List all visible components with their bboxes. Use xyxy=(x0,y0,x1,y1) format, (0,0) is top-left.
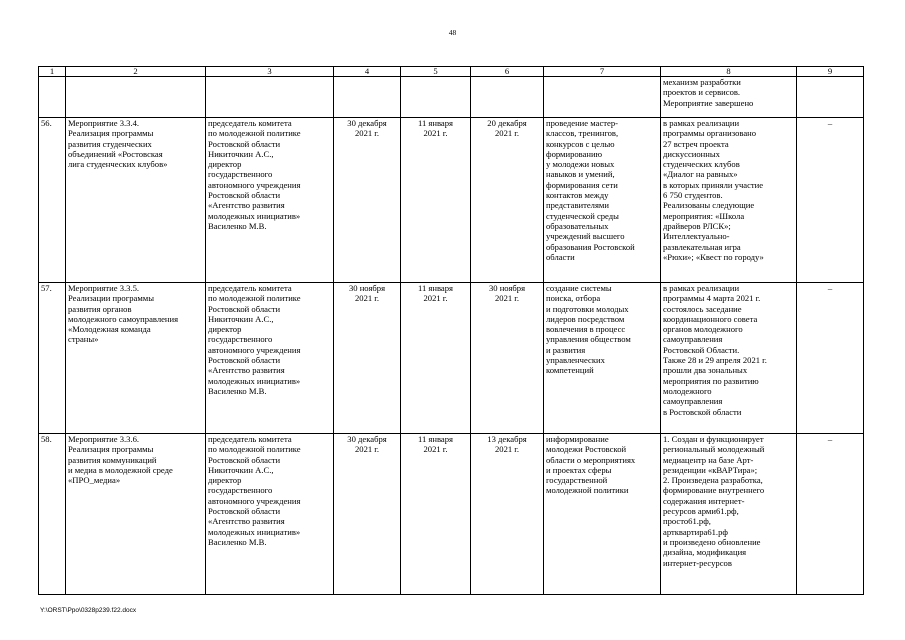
cell-expected-result: создание системы поиска, отбора и подготовки молодых лидеров посредством вовлечения в процесс управления обществом и развития управленческих компетенций xyxy=(544,283,661,434)
cell-empty xyxy=(66,77,206,118)
col-header-6: 6 xyxy=(471,67,544,77)
cell-actual-start: 11 января 2021 г. xyxy=(401,434,471,595)
cell-responsible: председатель комитета по молодежной политике Ростовской области Никиточкин А.С., директор государственного автономного учреждения Ростовской области «Агентство развития молодежных инициатив» Василенко М.В. xyxy=(206,118,334,283)
cell-empty xyxy=(206,77,334,118)
cell-actual-result: в рамках реализации программы 4 марта 2021 г. состоялось заседание координационного совета органов молодежного самоуправления Ростовской Области. Также 28 и 29 апреля 2021 г. прошли два зональных мероприятия по развитию молодежного самоуправления в Ростовской области xyxy=(661,283,797,434)
cell-note: – xyxy=(797,118,864,283)
cell-empty xyxy=(39,77,66,118)
cell-expected-result: информирование молодежи Ростовской области о мероприятиях и проектах сферы государственной молодежной политики xyxy=(544,434,661,595)
cell-event: Мероприятие 3.3.5. Реализации программы развития органов молодежного самоуправления «Молодежная команда страны» xyxy=(66,283,206,434)
cell-row-number: 58. xyxy=(39,434,66,595)
cell-planned-end: 30 ноября 2021 г. xyxy=(334,283,401,434)
cell-actual-end: 30 ноября 2021 г. xyxy=(471,283,544,434)
cell-empty xyxy=(797,77,864,118)
cell-event: Мероприятие 3.3.6. Реализация программы развития коммуникаций и медиа в молодежной среде «ПРО_медиа» xyxy=(66,434,206,595)
cell-responsible: председатель комитета по молодежной политике Ростовской области Никиточкин А.С., директор государственного автономного учреждения Ростовской области «Агентство развития молодежных инициатив» Василенко М.В. xyxy=(206,434,334,595)
col-header-5: 5 xyxy=(401,67,471,77)
report-table xyxy=(38,66,864,595)
cell-actual-result: механизм разработки проектов и сервисов. Мероприятие завершено xyxy=(661,77,797,118)
cell-actual-start: 11 января 2021 г. xyxy=(401,118,471,283)
cell-planned-end: 30 декабря 2021 г. xyxy=(334,434,401,595)
table-row xyxy=(39,118,864,283)
col-header-7: 7 xyxy=(544,67,661,77)
header-row xyxy=(39,67,864,77)
table-row xyxy=(39,434,864,595)
cell-empty xyxy=(544,77,661,118)
cell-row-number: 56. xyxy=(39,118,66,283)
cell-actual-start: 11 января 2021 г. xyxy=(401,283,471,434)
cell-note: – xyxy=(797,434,864,595)
cell-empty xyxy=(334,77,401,118)
col-header-3: 3 xyxy=(206,67,334,77)
cell-actual-result: в рамках реализации программы организовано 27 встреч проекта дискуссионных студенческих клубов «Диалог на равных» в которых приняли участие 6 750 студентов. Реализованы следующие мероприятия: «Школа драйверов РЛСК»; Интеллектуально- развлекательная игра «Рюхи»; «Квест по городу» xyxy=(661,118,797,283)
cell-planned-end: 30 декабря 2021 г. xyxy=(334,118,401,283)
cell-row-number: 57. xyxy=(39,283,66,434)
continuation-row xyxy=(39,77,864,118)
cell-actual-end: 13 декабря 2021 г. xyxy=(471,434,544,595)
cell-responsible: председатель комитета по молодежной политике Ростовской области Никиточкин А.С., директор государственного автономного учреждения Ростовской области «Агентство развития молодежных инициатив» Василенко М.В. xyxy=(206,283,334,434)
col-header-1: 1 xyxy=(39,67,66,77)
cell-expected-result: проведение мастер- классов, тренингов, конкурсов с целью формированию у молодежи новых навыков и умений, формирования сети контактов между представителями студенческой среды образовательных учреждений высшего образования Ростовской области xyxy=(544,118,661,283)
cell-empty xyxy=(401,77,471,118)
cell-event: Мероприятие 3.3.4. Реализация программы развития студенческих объединений «Ростовская лига студенческих клубов» xyxy=(66,118,206,283)
cell-actual-end: 20 декабря 2021 г. xyxy=(471,118,544,283)
col-header-4: 4 xyxy=(334,67,401,77)
col-header-9: 9 xyxy=(797,67,864,77)
cell-note: – xyxy=(797,283,864,434)
col-header-8: 8 xyxy=(661,67,797,77)
table-row xyxy=(39,283,864,434)
cell-empty xyxy=(471,77,544,118)
cell-actual-result: 1. Создан и функционирует региональный молодежный медиацентр на базе Арт- резиденции «кВАРТира»; 2. Произведена разработка, формирование внутреннего содержания интернет- ресурсов арми61.рф, просто61.рф, артквартира61.рф и произведено обновление дизайна, модификация интернет-ресурсов xyxy=(661,434,797,595)
page-number: 48 xyxy=(448,28,457,37)
col-header-2: 2 xyxy=(66,67,206,77)
file-path-footer: Y:\ORST\Ppo\0328p239.f22.docx xyxy=(40,607,137,614)
